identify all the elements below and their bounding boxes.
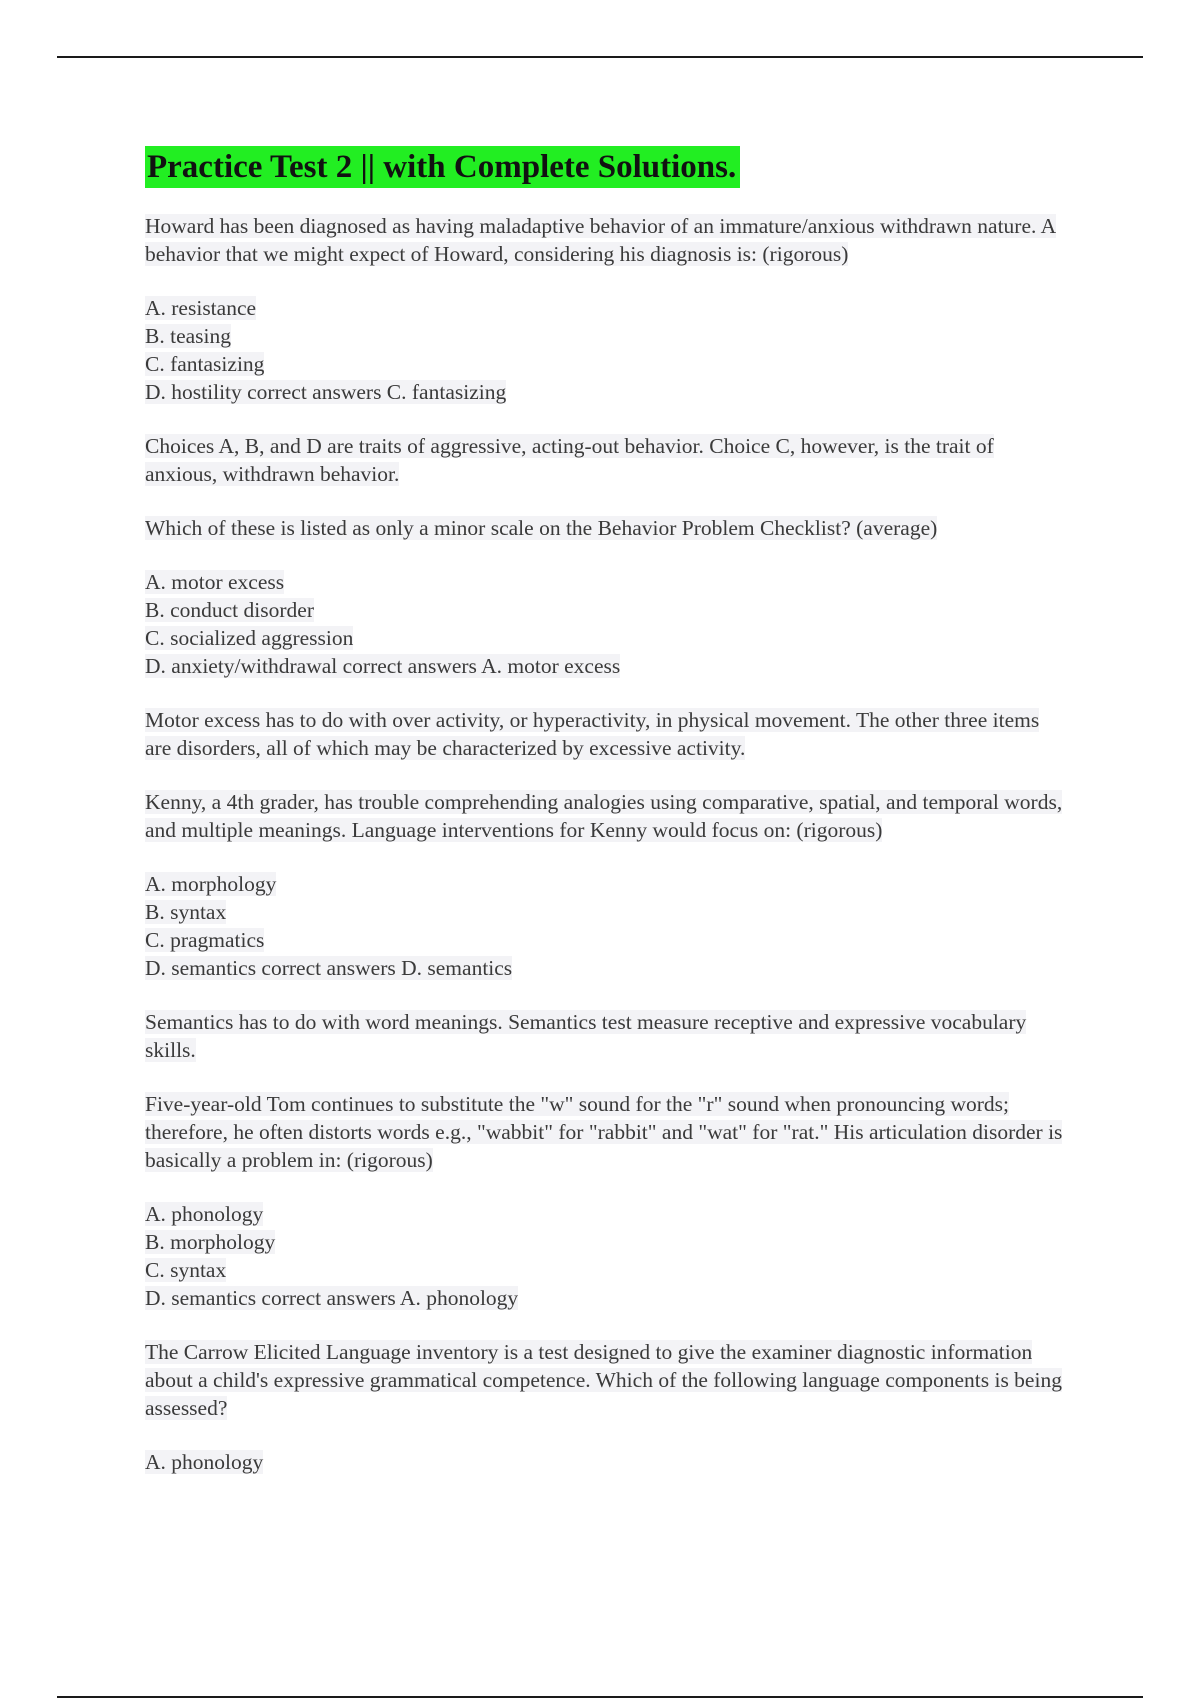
option-item: D. semantics correct answers D. semantics xyxy=(145,956,513,980)
options-4 xyxy=(145,1200,1065,1312)
option-item: B. teasing xyxy=(145,324,231,348)
document-body xyxy=(145,146,1065,1502)
option-item: C. socialized aggression xyxy=(145,626,354,650)
option-item: D. semantics correct answers A. phonology xyxy=(145,1286,519,1310)
options-3 xyxy=(145,870,1065,982)
top-rule xyxy=(57,56,1143,58)
option-item: C. syntax xyxy=(145,1258,227,1282)
question-2: Which of these is listed as only a minor scale on the Behavior Problem Checklist? (average) xyxy=(145,516,938,540)
option-item: B. conduct disorder xyxy=(145,598,314,622)
option-item: A. morphology xyxy=(145,872,277,896)
bottom-rule xyxy=(57,1696,1143,1698)
question-4: Five-year-old Tom continues to substitute the "w" sound for the "r" sound when pronouncing words; therefore, he often distorts words e.g., "wabbit" for "rabbit" and "wat" for "rat." His articulation disorder is basically a problem in: (rigorous) xyxy=(145,1092,1063,1172)
document-title: Practice Test 2 || with Complete Solutions. xyxy=(145,146,740,188)
option-item: A. phonology xyxy=(145,1450,264,1474)
question-5: The Carrow Elicited Language inventory is a test designed to give the examiner diagnostic information about a child's expressive grammatical competence. Which of the following language components is being assessed? xyxy=(145,1340,1062,1420)
option-item: A. motor excess xyxy=(145,570,285,594)
option-item: B. morphology xyxy=(145,1230,276,1254)
question-1: Howard has been diagnosed as having maladaptive behavior of an immature/anxious withdrawn nature. A behavior that we might expect of Howard, considering his diagnosis is: (rigorous) xyxy=(145,214,1057,266)
option-item: C. pragmatics xyxy=(145,928,265,952)
option-item: D. anxiety/withdrawal correct answers A. motor excess xyxy=(145,654,621,678)
options-5 xyxy=(145,1448,1065,1476)
explanation-1: Choices A, B, and D are traits of aggressive, acting-out behavior. Choice C, however, is the trait of anxious, withdrawn behavior. xyxy=(145,434,994,486)
option-item: D. hostility correct answers C. fantasizing xyxy=(145,380,507,404)
question-3: Kenny, a 4th grader, has trouble comprehending analogies using comparative, spatial, and temporal words, and multiple meanings. Language interventions for Kenny would focus on: (rigorous) xyxy=(145,790,1063,842)
option-item: A. resistance xyxy=(145,296,257,320)
option-item: B. syntax xyxy=(145,900,227,924)
explanation-2: Motor excess has to do with over activity, or hyperactivity, in physical movement. The other three items are disorders, all of which may be characterized by excessive activity. xyxy=(145,708,1040,760)
options-1 xyxy=(145,294,1065,406)
explanation-3: Semantics has to do with word meanings. Semantics test measure receptive and expressive vocabulary skills. xyxy=(145,1010,1027,1062)
option-item: A. phonology xyxy=(145,1202,264,1226)
option-item: C. fantasizing xyxy=(145,352,265,376)
options-2 xyxy=(145,568,1065,680)
